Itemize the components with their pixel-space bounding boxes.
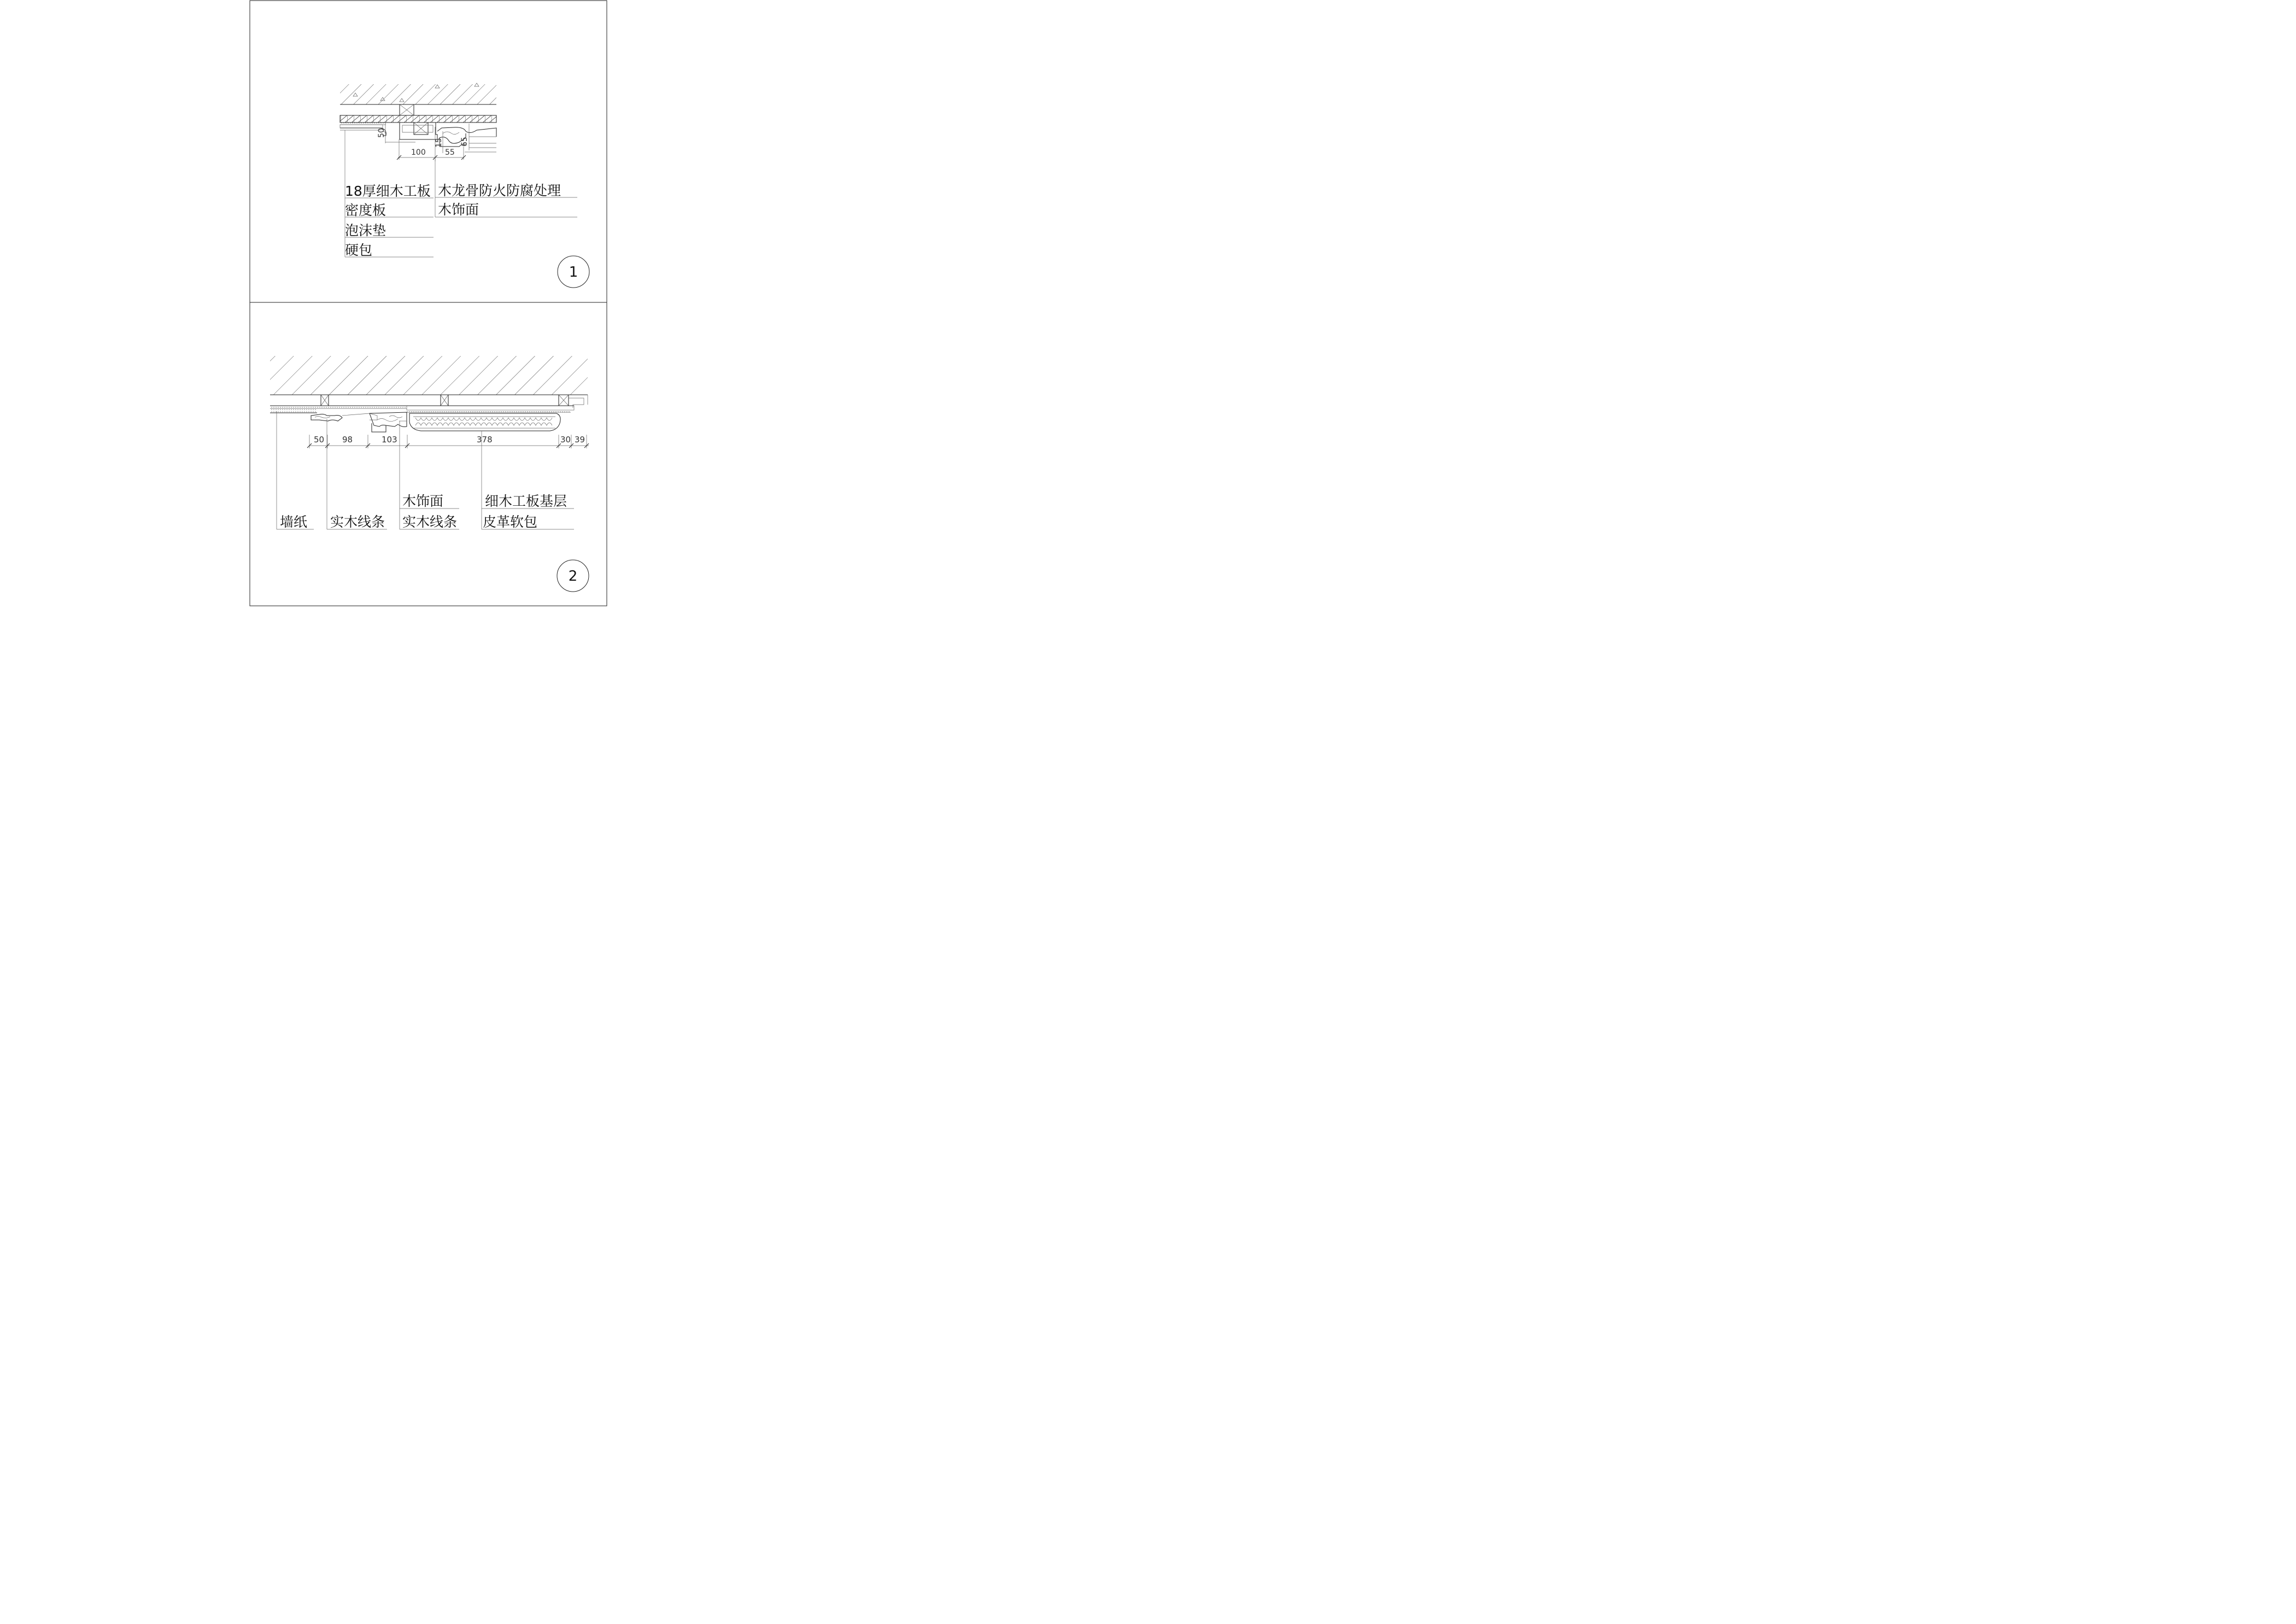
detail2-labels: [277, 493, 574, 530]
detail2-leather-soft-pack: [409, 413, 560, 431]
label-hard-pack: 硬包: [345, 242, 373, 258]
detail2-leaders: [277, 411, 482, 529]
drawing-sheet: [0, 0, 857, 606]
detail1-number: 1: [569, 264, 578, 281]
label-wood-veneer: 木饰面: [402, 493, 444, 509]
detail1-dimension-lines: [385, 122, 469, 161]
dim-55: 55: [445, 148, 455, 157]
detail2-number: 2: [568, 568, 578, 585]
detail1-number-bubble: [558, 256, 589, 288]
dim-103: 103: [382, 435, 397, 445]
detail1-labels-right: [435, 183, 577, 218]
dim-30: 30: [560, 435, 571, 445]
dim-378: 378: [477, 435, 493, 445]
label-mdf: 密度板: [345, 202, 386, 218]
label-wood-keel-treatment: 木龙骨防火防腐处理: [438, 183, 561, 198]
dim-98: 98: [342, 435, 353, 445]
detail-2: [270, 356, 589, 592]
label-solid-wood-strip-2: 实木线条: [402, 514, 458, 530]
label-wallpaper: 墙纸: [280, 514, 308, 530]
label-foam-pad: 泡沫垫: [345, 223, 386, 238]
detail2-dimension-chain: [307, 435, 589, 448]
label-leather-soft-pack: 皮革软包: [483, 514, 538, 530]
detail2-base-layers: [270, 406, 574, 413]
dim-15: 15: [435, 138, 443, 148]
label-blockboard-base: 细木工板基层: [485, 493, 567, 509]
detail2-ceiling-slab: [270, 356, 588, 405]
dim-50: 50: [314, 435, 325, 445]
label-wood-veneer: 木饰面: [438, 202, 479, 218]
detail1-labels-left: [345, 183, 434, 258]
detail2-number-bubble: [557, 560, 589, 592]
detail1-blockboard: [340, 115, 496, 122]
detail2-solid-wood-mouldings: [311, 412, 407, 432]
dim-39: 39: [575, 435, 585, 445]
detail1-ceiling-slab: [340, 83, 496, 104]
label-solid-wood-strip-1: 实木线条: [330, 514, 385, 530]
dim-100: 100: [411, 148, 426, 157]
detail1-hanger-block: [400, 104, 414, 115]
label-blockboard-18: 18厚细木工板: [345, 183, 431, 199]
detail1-wood-keel: [414, 122, 428, 135]
detail-1: [340, 83, 589, 288]
detail1-moulding: [400, 122, 496, 152]
dim-50: 50: [377, 128, 386, 138]
dim-65: 65: [460, 137, 469, 147]
